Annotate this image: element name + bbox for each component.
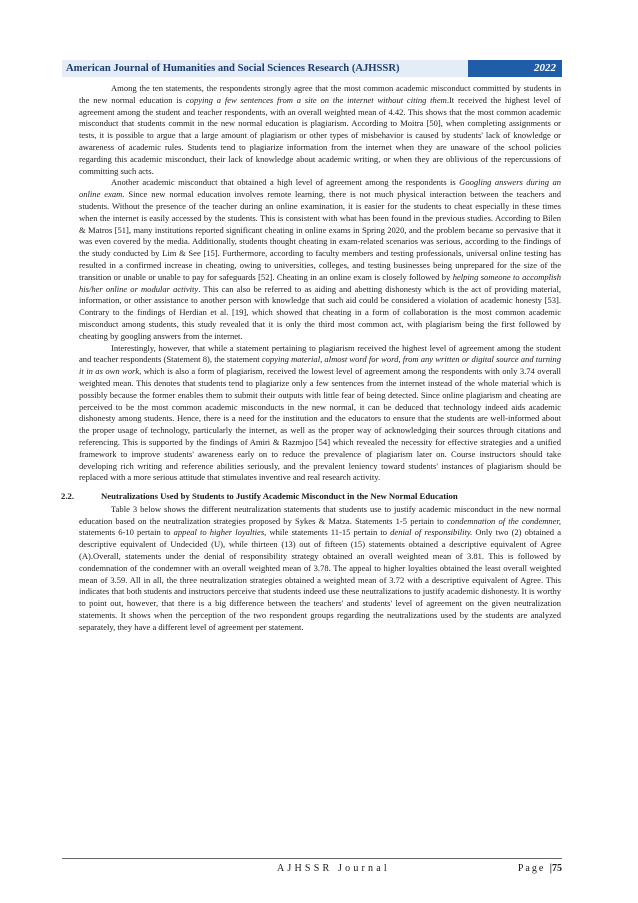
- italic-phrase: copying a few sentences from a site on the internet without citing them: [185, 94, 447, 105]
- italic-phrase: denial of responsibility.: [390, 527, 473, 538]
- italic-phrase: condemnation of the condemner,: [446, 515, 561, 526]
- page-number: [518, 863, 562, 874]
- text-run: . This can also be referred to as aiding and abetting dishonesty which is the act of providing material, information, or other assistance to another person with knowledge that such aid could be considered a violation of academic honesty [53]. Contrary to the findings of Herdian et al. [19], which showed that cheating in a form of collaboration is the most common academic misconduct among students, this study revealed that it is only the third most common act, with plagiarism being the first followed by cheating by googling answers from the internet.: [79, 283, 562, 341]
- text-run: Table 3 below shows the different neutralization statements that students use to justify academic misconduct in the new normal education based on the neutralization strategies proposed by Sykes & Matza. Statements 1-5 pertain to: [79, 503, 561, 526]
- text-run: , which is also a form of plagiarism, received the lowest level of agreement among the respondents with only 3.74 overall weighted mean. This denotes that students tend to plagiarize only a few sentences from the internet instead of the whole material which is possibly because the former enables them to submit their outputs with little fear of being detected. Since online plagiarism and cheating are perceived to be the most common academic misconducts in the new normal, it can be deduced that technology indeed aids academic dishonesty among students. Hence, there is a need for the institution and the educators to ensure that the students are well-informed about the proper usage of technology, particularly the internet, as well as the proper way of acknowledging their sources through citations and referencing. This is supported by the findings of Amiri & Razmjoo [54] which revealed the necessity for effective strategies and a unified framework to improve students' awareness early on to reduce the prevalence of plagiarism later on. Course instructors should take developing rich writing and reference abilities seriously, and the prevalent leniency toward students' instances of plagiarism should be replaced with a more serious attitude that stimulates inventive and real research activity.: [79, 366, 561, 483]
- body-paragraph: [79, 83, 561, 177]
- text-run: Among the ten statements, the respondents strongly agree that the most common academic misconduct committed by students in the new normal education is: [79, 83, 561, 105]
- section-title: Neutralizations Used by Students to Justify Academic Misconduct in the New Normal Education: [101, 491, 458, 502]
- journal-title: American Journal of Humanities and Social Sciences Research (AJHSSR): [62, 60, 468, 77]
- text-run: . Since new normal education involves remote learning, there is not much physical interaction between the teachers and students. Without the presence of the teacher during an online examination, it is easier for the students to cheat especially in these times when the internet is easily accessed by the students. This is consistent with what has been found in the previous studies. According to Bilen & Matros [51], many institutions reported significant cheating in online exams in Spring 2020, and the problem became so pervasive that it was even covered by the media. Additionally, students thought cheating in exam-related scenarios was serious, according to the findings of the study conducted by Lim & See [15]. Furthermore, according to faculty members and testing professionals, universal online testing has resulted in a confirmed increase in cheating, owing to universities, colleges, and testing businesses being unprepared for the size of the transition or unable or unable to pay for safeguards [52]. Cheating in an online exam is closely followed by: [79, 189, 561, 282]
- article-body: [61, 83, 562, 634]
- text-run: Another academic misconduct that obtained a high level of agreement among the respondents is: [111, 177, 460, 188]
- footer-divider: [62, 858, 562, 859]
- body-paragraph: [79, 177, 561, 342]
- journal-header-bar: [62, 60, 562, 77]
- text-run: while statements 11-15 pertain to: [266, 527, 391, 538]
- text-run: statements 6-10 pertain to: [79, 527, 174, 538]
- publication-year: 2022: [468, 60, 562, 77]
- footer-journal-name: AJHSSR Journal: [277, 863, 390, 874]
- section-paragraph: [79, 504, 561, 634]
- italic-phrase: Googling answers during an online exam: [79, 177, 562, 200]
- section-number: 2.2.: [61, 491, 75, 502]
- section-paragraphs: [79, 504, 561, 634]
- page-label: Page: [517, 863, 546, 874]
- italic-phrase: helping someone to accomplish his/her online or modular activity: [79, 271, 561, 294]
- italic-phrase: copying material, almost word for word, from any written or digital source and turning it in as own work: [79, 354, 561, 377]
- italic-phrase: appeal to higher loyalties,: [173, 527, 267, 538]
- text-run: Interestingly, however, that while a statement pertaining to plagiarism received the highest level of agreement among the student and teacher respondents (Statement 8), the statement: [79, 342, 561, 365]
- discussion-paragraphs: [79, 83, 561, 484]
- body-paragraph: [79, 343, 561, 485]
- text-run: Only two (2) obtained a descriptive equivalent of Undecided (U), while thirteen (13) out of fifteen (15) statements obtained a descriptive equivalent of Agree (A).Overall, statements under the denial of responsibility strategy obtained an overall weighted mean of 3.81. This is followed by condemnation of the condemner with an overall weighted mean of 3.78. The appeal to higher loyalties obtained the least overall weighted mean of 3.59. All in all, the three neutralization strategies obtained a weighted mean of 3.72 with a descriptive equivalent of Agree. This indicates that both students and instructors perceive that students indeed use these neutralizations to justify academic dishonesty. It is worthy to point out, however, that there is a big difference between the teachers' and students' level of agreement on the given neutralization statements. It shows when the perception of the two respondent groups regarding the neutralizations used by the students are analyzed separately, they have a different level of agreement per statement.: [79, 527, 562, 632]
- text-run: .It received the highest level of agreement among the student and teacher respondents, with an overall weighted mean of 4.42. This shows that the most common academic misconduct that students commit in the new normal education is plagiarism. According to Moitra [50], when completing assignments or tests, it is possible to argue that a large amount of plagiarism or other types of misbehavior is caused by students' lack of knowledge or awareness of academic rules. Students tend to plagiarize information from the internet when they are unaware of the school policies regarding this academic misconduct, their lack of knowledge about academic writing, or when they are oblivious of the repercussions of committing such acts.: [79, 94, 562, 176]
- section-heading: [61, 491, 561, 503]
- page-number-value: |75: [549, 863, 562, 874]
